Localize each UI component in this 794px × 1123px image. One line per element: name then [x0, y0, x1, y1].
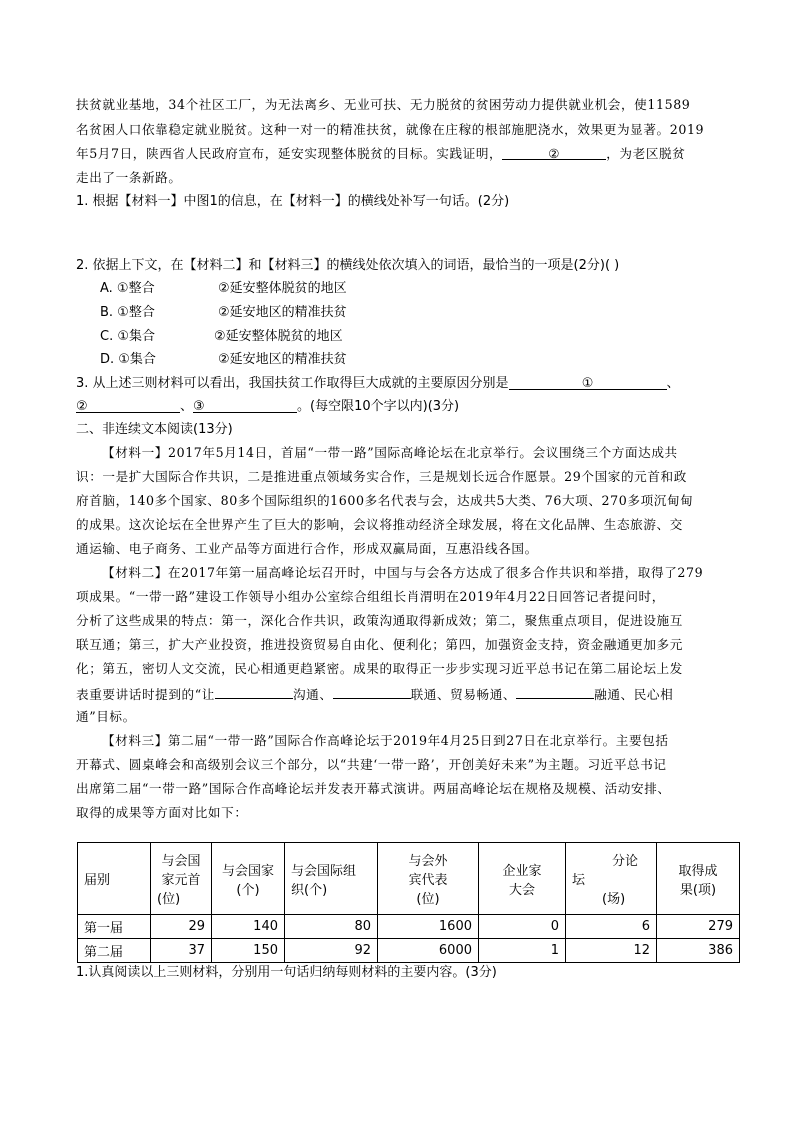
text-segment: 、 [666, 376, 680, 391]
header-line: 与会国际组 [291, 863, 357, 879]
table-cell: 第二届 [78, 939, 151, 963]
text-segment: ，为老区脱贫 [606, 146, 686, 161]
text-segment: 沟通、 [292, 687, 333, 702]
material1-line: 名贫困人口依靠稳定就业脱贫。这种一对一的精准扶贫，就像在庄稼的根部施肥浇水，效果更为显著。2019 [76, 122, 705, 137]
answer-blank-3[interactable]: ③ [193, 397, 297, 413]
header-line: (位) [416, 892, 440, 907]
header-line: 届别 [84, 873, 111, 888]
header-line: (个) [236, 882, 260, 898]
option-d-text: ②延安地区的精准扶贫 [218, 352, 347, 367]
header-line: 企业家 [502, 863, 542, 879]
option-b-label[interactable]: B. ①整合 [100, 305, 155, 320]
table-cell: 37 [151, 939, 212, 963]
header-line: 坛 [572, 873, 586, 888]
header-line: (场) [602, 892, 626, 907]
answer-blank[interactable] [333, 683, 411, 699]
table-cell: 386 [657, 939, 740, 963]
question-1: 1. 根据【材料一】中图1的信息，在【材料一】的横线处补写一句话。(2分) [76, 194, 510, 209]
material3-para-line: 出席第二届“一带一路”国际合作高峰论坛并发表开幕式演讲。两届高峰论坛在规格及规模、活动安排、 [76, 781, 671, 796]
material1-line: 走出了一条新路。 [76, 170, 182, 185]
header-line: 织(个) [291, 882, 328, 898]
material2-para-line [76, 683, 673, 705]
header-line: 取得成 [678, 863, 718, 879]
option-c-label[interactable]: C. ①集合 [100, 329, 155, 344]
table-header-row [78, 843, 740, 915]
table-cell: 1600 [378, 915, 479, 939]
material2-para-line: 化；第五，密切人文交流，民心相通更趋紧密。成果的取得正一步步实现习近平总书记在第二届论坛上发 [76, 661, 683, 676]
question-3-line1 [76, 374, 680, 394]
material1-line [76, 144, 685, 164]
option-c-text: ②延安整体脱贫的地区 [214, 329, 343, 344]
material1-para-line: 识：一是扩大国际合作共识，二是推进重点领域务实合作，三是规划长远合作愿景。29个国家的元首和政 [76, 469, 687, 484]
header-line: 果(项) [679, 882, 717, 898]
material3-para-line: 取得的成果等方面对比如下： [76, 805, 248, 820]
answer-blank-2[interactable]: ② [76, 397, 180, 413]
table-cell: 1 [479, 939, 566, 963]
header-cell [378, 843, 479, 915]
text-segment: 表重要讲话时提到的“让 [76, 687, 215, 702]
table-cell: 29 [151, 915, 212, 939]
table-cell: 第一届 [78, 915, 151, 939]
header-cell [657, 843, 740, 915]
option-d-label[interactable]: D. ①集合 [100, 352, 156, 367]
material2-para-line: 分析了这些成果的特点：第一，深化合作共识，政策沟通取得新成效；第二，聚焦重点项目，促进设施互 [76, 613, 683, 628]
option-a-text: ②延安整体脱贫的地区 [218, 281, 347, 296]
material1-line: 扶贫就业基地，34个社区工厂，为无法离乡、无业可扶、无力脱贫的贫困劳动力提供就业机会，使11589 [76, 97, 691, 112]
option-a-label[interactable]: A. ①整合 [100, 281, 155, 296]
material2-para-line: 【材料二】在2017年第一届高峰论坛召开时，中国与与会各方达成了很多合作共识和举措，取得了279 [102, 565, 704, 580]
material3-para-line: 【材料三】第二届“一带一路”国际合作高峰论坛于2019年4月25日到27日在北京举行。主要包括 [102, 733, 669, 748]
material1-para-line: 府首脑，140多个国家、80多个国际组织的1600多名代表与会，达成共5大类、76大项、270多项沉甸甸 [76, 493, 694, 508]
table-cell: 92 [285, 939, 378, 963]
material1-para-line: 通运输、电子商务、工业产品等方面进行合作，形成双赢局面，互惠沿线各国。 [76, 541, 538, 556]
table-row [78, 939, 740, 963]
header-line: 与会外 [408, 854, 448, 869]
header-line: 与会国 [161, 854, 201, 869]
section-heading: 二、非连续文本阅读(13分) [76, 422, 233, 437]
question-3-line2 [76, 397, 459, 417]
material2-para-line: 通”目标。 [76, 709, 136, 724]
header-cell [479, 843, 566, 915]
answer-blank[interactable] [516, 683, 594, 699]
table-row [78, 915, 740, 939]
table-cell: 80 [285, 915, 378, 939]
table-cell: 6 [566, 915, 657, 939]
header-line: 大会 [508, 882, 535, 898]
answer-blank[interactable] [215, 683, 293, 699]
comparison-table [77, 842, 740, 963]
table-cell: 0 [479, 915, 566, 939]
answer-blank[interactable]: ② [502, 144, 606, 160]
material2-para-line: 项成果。“一带一路”建设工作领导小组办公室综合组组长肖渭明在2019年4月22日回答记者提问时， [76, 589, 665, 604]
table-cell: 12 [566, 939, 657, 963]
header-line: 与会国家 [221, 863, 274, 879]
header-cell [212, 843, 285, 915]
header-line: 宾代表 [408, 873, 448, 888]
text-segment: 融通、民心相 [594, 687, 674, 702]
material3-para-line: 开幕式、圆桌峰会和高级别会议三个部分，以“共建‘一带一路’，开创美好未来”为主题。习近平总书记 [76, 757, 667, 772]
header-cell [566, 843, 657, 915]
header-cell [285, 843, 378, 915]
table-cell: 6000 [378, 939, 479, 963]
question-summary: 1.认真阅读以上三则材料，分别用一句话归纳每则材料的主要内容。(3分) [76, 965, 497, 980]
material1-para-line: 【材料一】2017年5月14日，首届“一带一路”国际高峰论坛在北京举行。会议围绕三个方面达成共 [102, 445, 678, 460]
option-b-text: ②延安地区的精准扶贫 [218, 305, 347, 320]
text-segment: 。(每空限10个字以内)(3分) [297, 399, 460, 414]
table-cell: 150 [212, 939, 285, 963]
material1-para-line: 的成果。这次论坛在全世界产生了巨大的影响，会议将推动经济全球发展，将在文化品牌、生态旅游、交 [76, 517, 683, 532]
header-line: (位) [157, 892, 181, 907]
header-line: 分论 [611, 854, 638, 869]
table-cell: 279 [657, 915, 740, 939]
table-cell: 140 [212, 915, 285, 939]
text-segment: 、 [180, 399, 194, 414]
question-2-stem: 2. 依据上下文，在【材料二】和【材料三】的横线处依次填入的词语，最恰当的一项是(2分)( ) [76, 258, 620, 273]
material2-para-line: 联互通；第三，扩大产业投资，推进投资贸易自由化、便利化；第四，加强资金支持，资金融通更加多元 [76, 637, 683, 652]
header-cell [78, 843, 151, 915]
text-segment: 年5月7日，陕西省人民政府宣布，延安实现整体脱贫的目标。实践证明， [76, 146, 503, 161]
header-cell [151, 843, 212, 915]
text-segment: 3. 从上述三则材料可以看出，我国扶贫工作取得巨大成就的主要原因分别是 [76, 376, 509, 391]
text-segment: 联通、贸易畅通、 [410, 687, 517, 702]
answer-blank-1[interactable]: ① [509, 374, 667, 390]
header-line: 家元首 [161, 873, 201, 888]
